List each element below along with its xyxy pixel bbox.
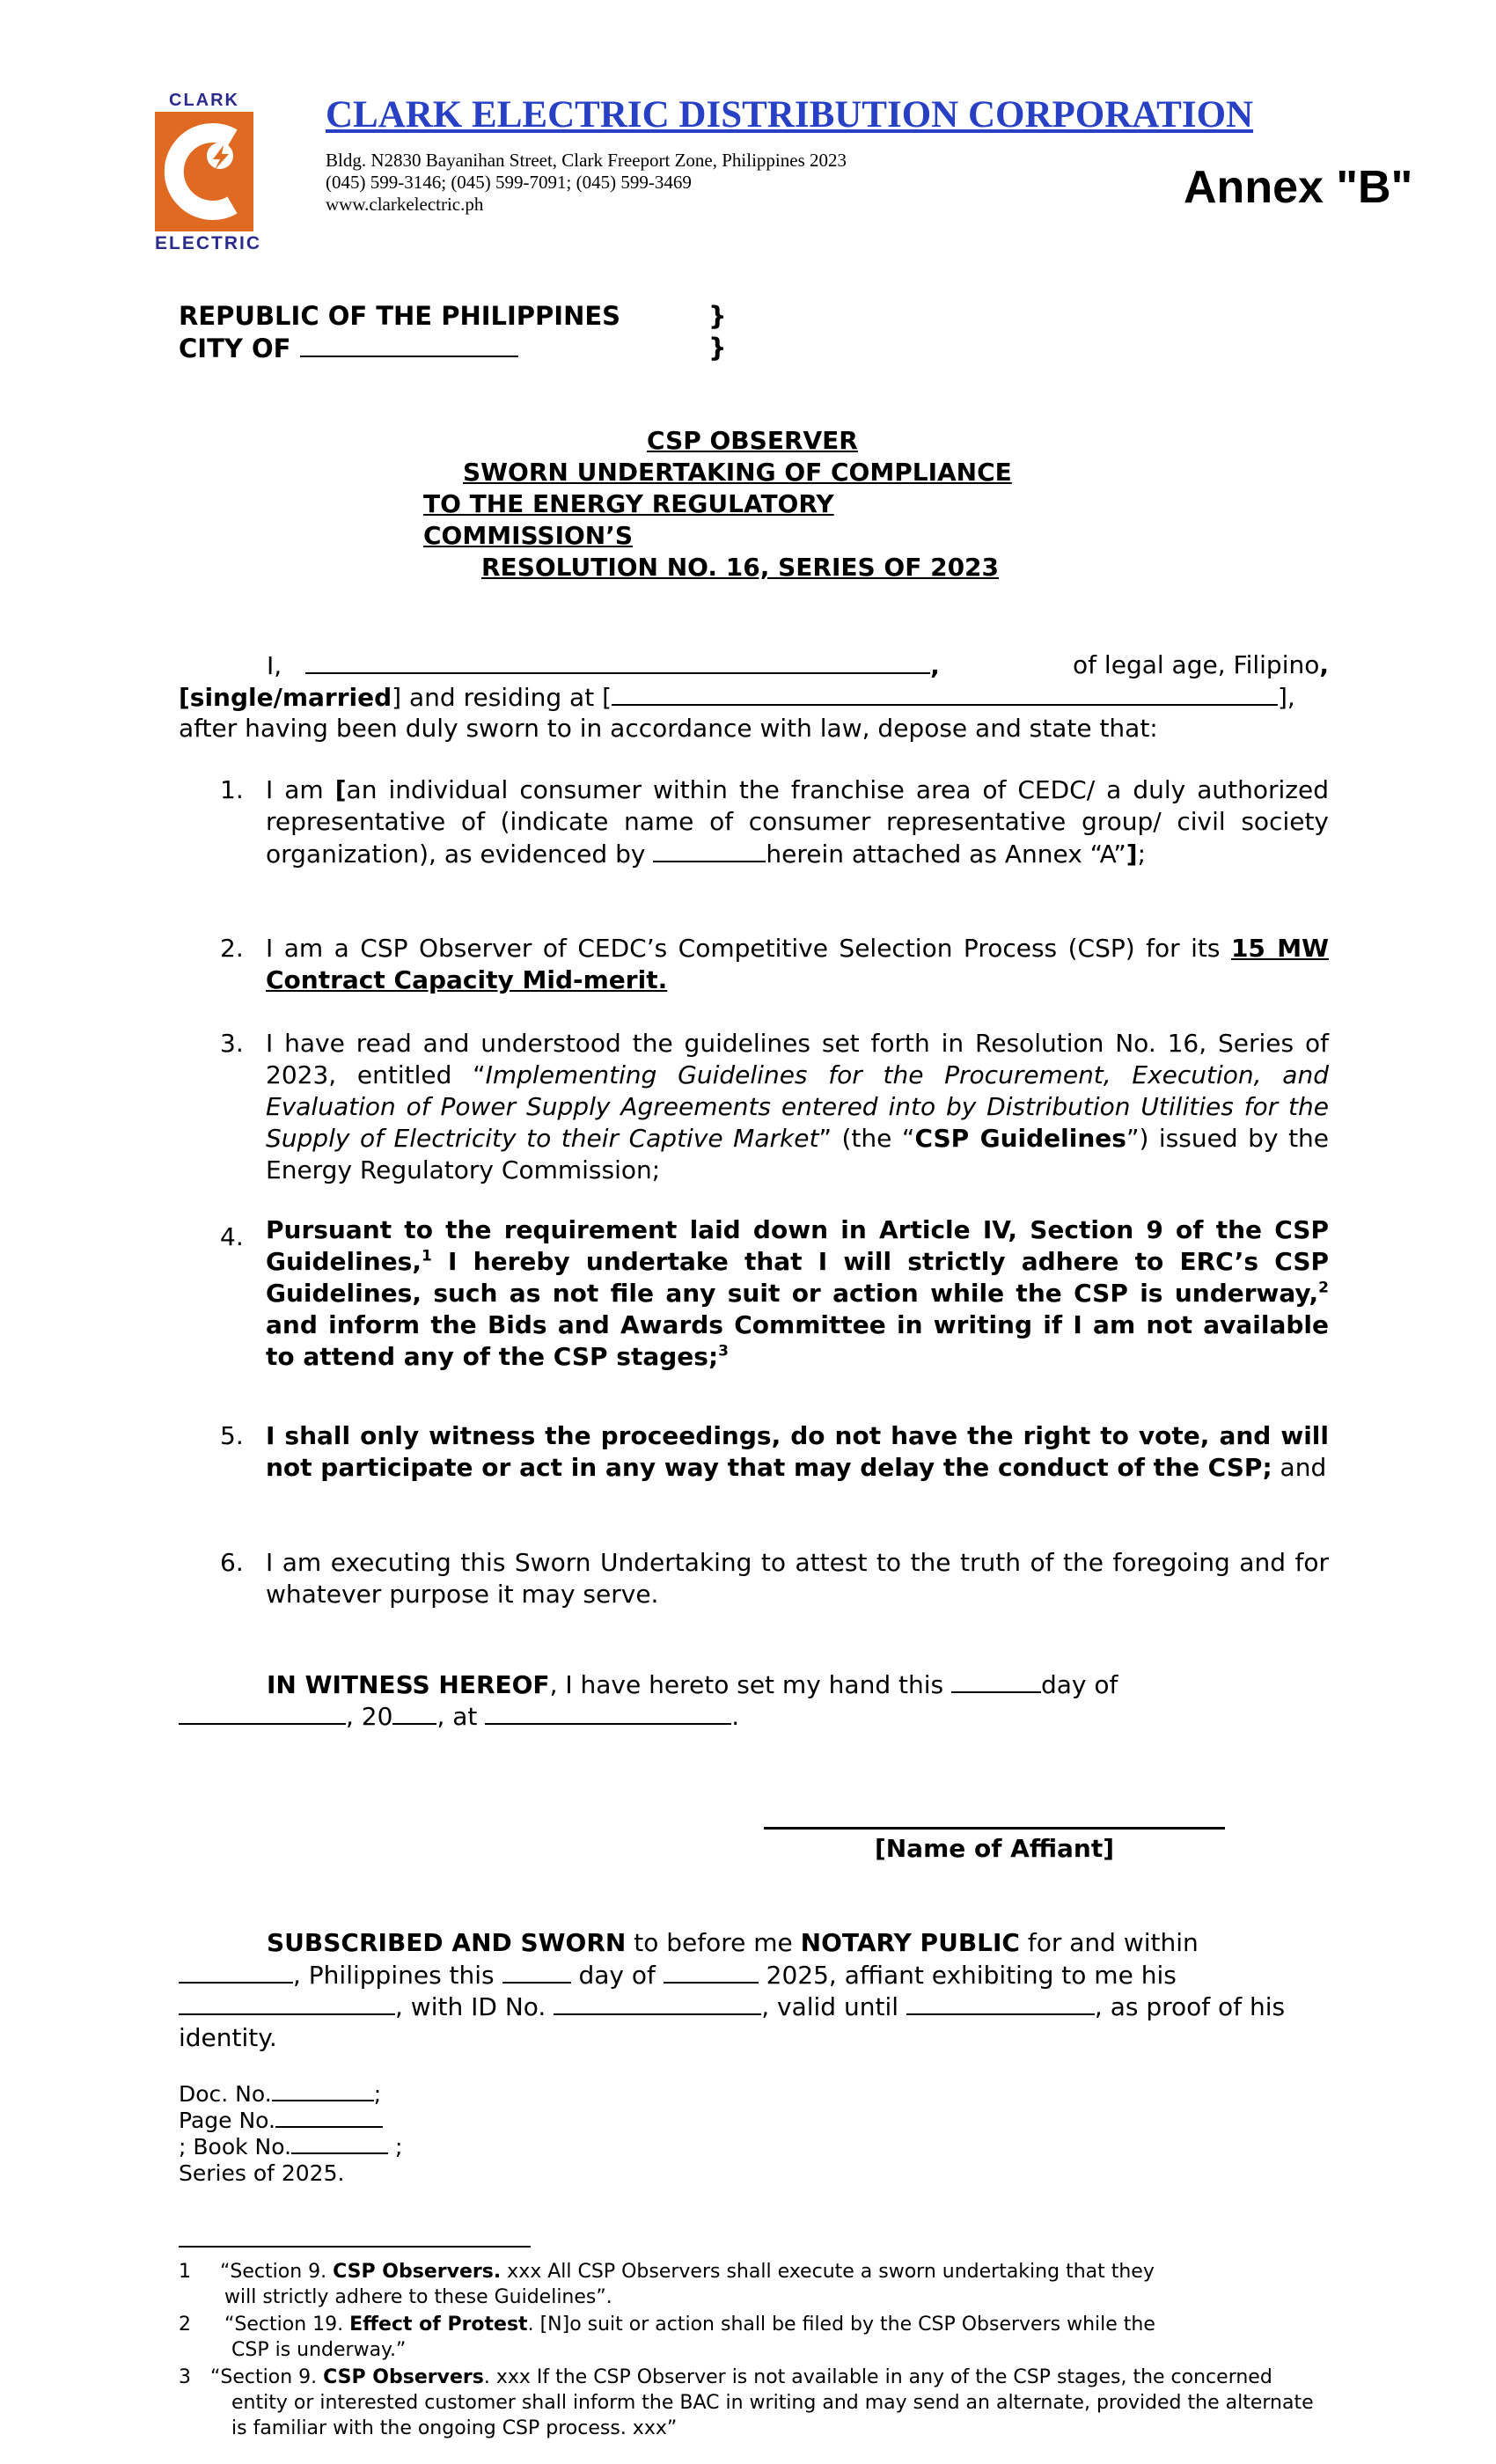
item-3-b: Implementing Guidelines for the Procurement, Execution, and Evaluation of Power Supply Agreements entered into by Distribution Utilities for the Supply of Electricity to their Captive Market	[266, 1060, 1329, 1153]
logo-top-text: CLARK	[169, 91, 239, 110]
jurat-f: , with ID No.	[395, 1992, 554, 2021]
item-text	[266, 933, 1329, 996]
place-blank[interactable]	[485, 1700, 731, 1725]
jurat-line-4: identity.	[179, 2023, 277, 2052]
witness-d: , at	[436, 1702, 478, 1731]
notary-month-blank[interactable]	[664, 1959, 759, 1984]
witness-a: , I have hereto set my hand this	[549, 1670, 951, 1699]
jurat-g: , valid until	[761, 1992, 906, 2021]
jurat-d: day of	[570, 1961, 664, 1990]
fn2-b: Effect of Protest	[349, 2314, 528, 2336]
intro-i: I,	[267, 651, 282, 680]
company-address: Bldg. N2830 Bayanihan Street, Clark Freeport Zone, Philippines 2023	[326, 150, 847, 171]
item-text	[266, 1420, 1329, 1484]
intro-legal-age: of legal age, Filipino,	[1073, 650, 1329, 679]
jurat-c: , Philippines this	[293, 1961, 502, 1990]
footnote-1-line-2: will strictly adhere to these Guidelines”.	[224, 2286, 612, 2308]
fn1-c: xxx All CSP Observers shall execute a sworn undertaking that they	[501, 2261, 1155, 2283]
title-line-1: CSP OBSERVER	[647, 426, 858, 455]
intro-line-2	[179, 681, 1329, 714]
item-text	[266, 1028, 1329, 1186]
item-4-a: Pursuant to the requirement laid down in Article IV, Section 9 of the CSP Guidelines,	[266, 1215, 1329, 1276]
jurat-h: , as proof of his	[1094, 1992, 1286, 2021]
book-end: ;	[388, 2134, 403, 2160]
jurat-line-2	[179, 1959, 1329, 1991]
witness-e: .	[731, 1702, 740, 1731]
notary-series: Series of 2025.	[179, 2160, 345, 2186]
logo-bottom-text: ELECTRIC	[155, 233, 261, 253]
affiant-name-blank[interactable]	[305, 649, 930, 674]
city-blank[interactable]	[300, 333, 518, 357]
jurat-bold-1: SUBSCRIBED AND SWORN	[267, 1928, 627, 1957]
item-1-f: ;	[1137, 840, 1147, 869]
fn1-a: “Section 9.	[220, 2261, 334, 2283]
venue-city	[179, 333, 518, 363]
jurat-e: 2025, affiant exhibiting to me his	[758, 1961, 1177, 1990]
item-number: 2.	[220, 934, 244, 963]
fn2-a: “Section 19.	[224, 2314, 350, 2336]
witness-line-1	[179, 1668, 1329, 1701]
page-no-blank[interactable]	[275, 2107, 383, 2128]
legal-age-text: of legal age, Filipino	[1073, 650, 1320, 679]
fn3-a: “Section 9.	[210, 2366, 324, 2388]
item-2-a: I am a CSP Observer of CEDC’s Competitive Selection Process (CSP) for its	[266, 934, 1231, 963]
notary-place-blank[interactable]	[179, 1959, 293, 1984]
footnote-number: 2	[179, 2314, 191, 2336]
venue-city-label: CITY OF	[179, 334, 291, 363]
doc-end: ;	[373, 2081, 382, 2107]
intro-line-1	[179, 649, 1329, 682]
affiant-id-name-blank[interactable]	[179, 1991, 395, 2015]
residing-text: ] and residing at [	[392, 683, 612, 712]
footnote-3-line-2: entity or interested customer shall inform the BAC in writing and may send an alternate, provided the alternate	[231, 2392, 1314, 2414]
item-number: 6.	[220, 1548, 244, 1577]
book-label: ; Book No.	[179, 2134, 292, 2160]
month-blank[interactable]	[179, 1700, 346, 1725]
venue-brace-2: }	[708, 333, 727, 363]
item-number: 4.	[220, 1222, 244, 1251]
item-text	[266, 774, 1329, 870]
valid-until-blank[interactable]	[906, 1991, 1095, 2015]
jurat-a: to before me	[626, 1928, 801, 1957]
jurat-line-1	[179, 1927, 1329, 1959]
footnote-number: 1	[179, 2261, 191, 2283]
item-number: 1.	[220, 775, 244, 804]
footnote-1-line-1	[220, 2259, 1364, 2284]
item-1-d: herein attached as Annex “A”	[766, 840, 1126, 869]
title-line-5: RESOLUTION NO. 16, SERIES OF 2023	[481, 553, 1000, 582]
signature-line[interactable]	[764, 1827, 1225, 1830]
footnote-3-line-1	[210, 2365, 1372, 2390]
notary-page	[179, 2107, 383, 2135]
intro-comma: ,	[930, 651, 940, 680]
year-blank[interactable]	[392, 1700, 436, 1725]
venue-brace: }	[708, 301, 727, 331]
company-logo	[155, 91, 261, 255]
doc-label: Doc. No.	[179, 2081, 272, 2107]
title-line-3: TO THE ENERGY REGULATORY	[423, 489, 834, 518]
company-phones: (045) 599-3146; (045) 599-7091; (045) 599-3469	[326, 172, 692, 193]
venue-republic: REPUBLIC OF THE PHILIPPINES	[179, 301, 621, 331]
day-blank[interactable]	[951, 1668, 1041, 1693]
title-line-2: SWORN UNDERTAKING OF COMPLIANCE	[463, 458, 1012, 487]
item-3-a: I have read and understood the guidelines set forth in Resolution No. 16, Series of 2023, entitled “	[266, 1029, 1329, 1089]
jurat-b: for and within	[1019, 1928, 1199, 1957]
item-5-a: I shall only witness the proceedings, do not have the right to vote, and will not participate or act in any way that may delay the conduct of the CSP;	[266, 1421, 1329, 1482]
footnote-divider	[179, 2246, 531, 2248]
item-4-b: I hereby undertake that I will strictly adhere to ERC’s CSP Guidelines, such as not file any suit or action while the CSP is underway,	[266, 1247, 1329, 1308]
fn3-c: . xxx If the CSP Observer is not available in any of the CSP stages, the concerned	[483, 2366, 1272, 2388]
item-text	[266, 1214, 1329, 1373]
evidence-blank[interactable]	[653, 838, 766, 862]
logo-c-lightning-icon	[155, 112, 253, 231]
item-2-b: 15 MW Contract Capacity Mid-merit.	[266, 934, 1329, 994]
witness-line-2	[179, 1700, 1329, 1733]
item-1-a: I am	[266, 775, 335, 804]
item-text: I am executing this Sworn Undertaking to attest to the truth of the foregoing and for whatever purpose it may serve.	[266, 1548, 1329, 1609]
footnote-2-line-1	[224, 2312, 1368, 2337]
footnote-ref-2: 2	[1318, 1279, 1329, 1297]
footnote-3-line-3: is familiar with the ongoing CSP process. xxx”	[231, 2417, 678, 2439]
jurat-line-3	[179, 1991, 1329, 2023]
notary-book	[179, 2133, 402, 2161]
item-1-b: [	[334, 775, 347, 804]
company-name: CLARK ELECTRIC DISTRIBUTION CORPORATION	[326, 94, 1254, 136]
title-line-4: COMMISSION’S	[423, 521, 634, 550]
footnote-2-line-2: CSP is underway.”	[231, 2339, 407, 2361]
item-3-c: ” (the “	[818, 1124, 915, 1153]
item-number: 5.	[220, 1421, 244, 1450]
footnote-ref-3: 3	[718, 1342, 729, 1360]
annex-label: Annex "B"	[1184, 162, 1413, 213]
intro-close: ],	[1278, 683, 1295, 712]
fn3-b: CSP Observers	[323, 2366, 484, 2388]
item-3-e: ”) issued by the Energy Regulatory Commission;	[266, 1124, 1330, 1184]
fn2-c: . [N]o suit or action shall be filed by the CSP Observers while the	[527, 2314, 1155, 2336]
civil-status: [single/married	[179, 683, 392, 712]
address-blank[interactable]	[612, 681, 1278, 706]
page-label: Page No.	[179, 2108, 275, 2133]
witness-b: day of	[1040, 1670, 1118, 1699]
footnote-ref-1: 1	[421, 1247, 432, 1265]
fn1-b: CSP Observers.	[333, 2261, 502, 2283]
item-1-e: ]	[1126, 840, 1138, 869]
item-3-d: CSP Guidelines	[914, 1124, 1126, 1153]
footnote-number: 3	[179, 2366, 191, 2388]
witness-c: , 20	[346, 1702, 393, 1731]
id-number-blank[interactable]	[554, 1991, 761, 2015]
item-1-c: an individual consumer within the franchise area of CEDC/ a duly authorized representative of (indicate name of consumer representative group/ civil society organization), as evidenced by	[266, 775, 1329, 869]
doc-no-blank[interactable]	[272, 2080, 374, 2101]
witness-bold: IN WITNESS HEREOF	[267, 1670, 550, 1699]
company-website[interactable]: www.clarkelectric.ph	[326, 194, 484, 215]
item-5-b: and	[1272, 1453, 1327, 1482]
jurat-bold-2: NOTARY PUBLIC	[800, 1928, 1020, 1957]
logo-mark	[155, 112, 253, 231]
notary-doc	[179, 2080, 381, 2108]
intro-line-3: after having been duly sworn to in accordance with law, depose and state that:	[179, 714, 1158, 743]
book-no-blank[interactable]	[291, 2133, 388, 2154]
notary-day-blank[interactable]	[502, 1959, 571, 1984]
item-number: 3.	[220, 1029, 244, 1058]
affiant-name-label: [Name of Affiant]	[874, 1834, 1115, 1863]
item-4-c: and inform the Bids and Awards Committee in writing if I am not available to attend any of the CSP stages;	[266, 1310, 1329, 1371]
